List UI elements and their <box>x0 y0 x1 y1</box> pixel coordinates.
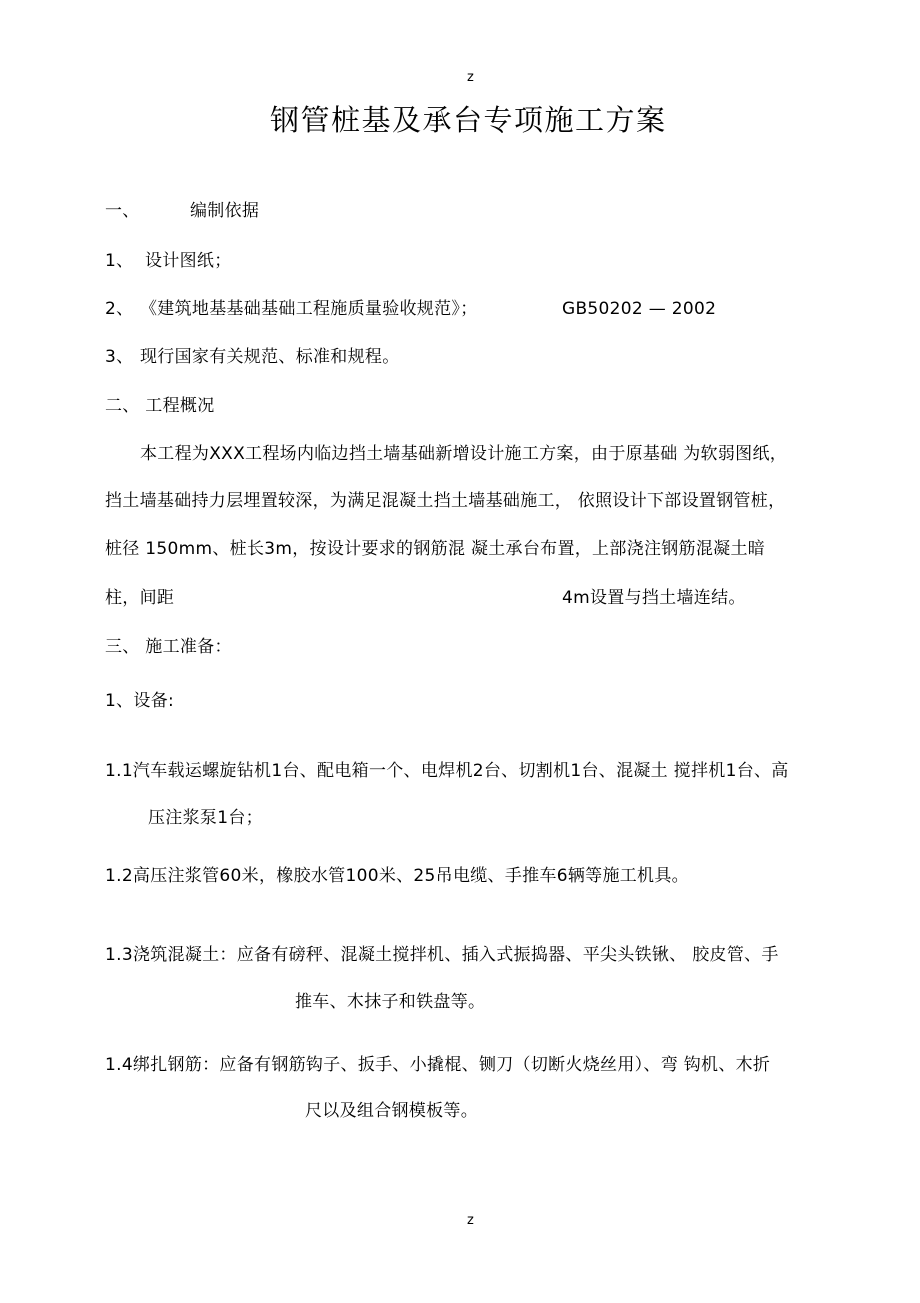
section-3-subheading: 1、设备: <box>105 691 175 711</box>
item-1-4-line-2: 尺以及组合钢模板等。 <box>305 1101 478 1121</box>
page-header-marker: z <box>467 70 474 85</box>
page-footer-marker: z <box>467 1213 474 1228</box>
item-1-2-line-1: 1.2高压注浆管60米，橡胶水管100米、25吊电缆、手推车6辆等施工机具。 <box>105 866 689 886</box>
section-2-paragraph-line-2: 挡土墙基础持力层埋置较深，为满足混凝土挡土墙基础施工， 依照设计下部设置钢管桩， <box>105 491 786 511</box>
section-1-item-1-text: 设计图纸； <box>145 251 232 271</box>
item-1-3-line-1: 1.3浇筑混凝土：应备有磅秤、混凝土搅拌机、插入式振捣器、平尖头铁锹、 胶皮管、手 <box>105 945 779 965</box>
section-1-item-3-text: 现行国家有关规范、标准和规程。 <box>140 347 400 367</box>
section-1-item-1-number: 1、 <box>105 251 134 271</box>
page-title: 钢管桩基及承台专项施工方案 <box>270 103 667 137</box>
section-1-item-2-code: GB50202 — 2002 <box>562 299 717 319</box>
section-1-item-2-number: 2、 <box>105 299 134 319</box>
item-1-1-line-2: 压注浆泵1台； <box>148 808 263 828</box>
section-1-heading: 编制依据 <box>190 201 260 221</box>
section-1-item-3-number: 3、 <box>105 347 134 367</box>
item-1-4-line-1: 1.4绑扎钢筋：应备有钢筋钩子、扳手、小撬棍、铡刀（切断火烧丝用）、弯 钩机、木折 <box>105 1055 771 1075</box>
section-1-number: 一、 <box>105 201 140 221</box>
section-3-heading: 三、 施工准备： <box>105 637 232 657</box>
item-1-3-line-2: 推车、木抹子和铁盘等。 <box>295 992 486 1012</box>
item-1-1-line-1: 1.1汽车载运螺旋钻机1台、配电箱一个、电焊机2台、切割机1台、混凝土 搅拌机1台、高 <box>105 761 789 781</box>
section-2-paragraph-line-3: 桩径 150mm、桩长3m，按设计要求的钢筋混 凝土承台布置，上部浇注钢筋混凝土暗 <box>105 539 766 559</box>
section-2-paragraph-line-1: 本工程为XXX工程场内临边挡土墙基础新增设计施工方案，由于原基础 为软弱图纸， <box>140 444 788 464</box>
section-2-paragraph-line-4b: 4m设置与挡土墙连结。 <box>562 588 746 608</box>
section-2-heading: 二、 工程概况 <box>105 396 215 416</box>
section-1-item-2-text: 《建筑地基基础基础工程施质量验收规范》； <box>140 299 478 319</box>
section-2-paragraph-line-4a: 柱，间距 <box>105 588 175 608</box>
